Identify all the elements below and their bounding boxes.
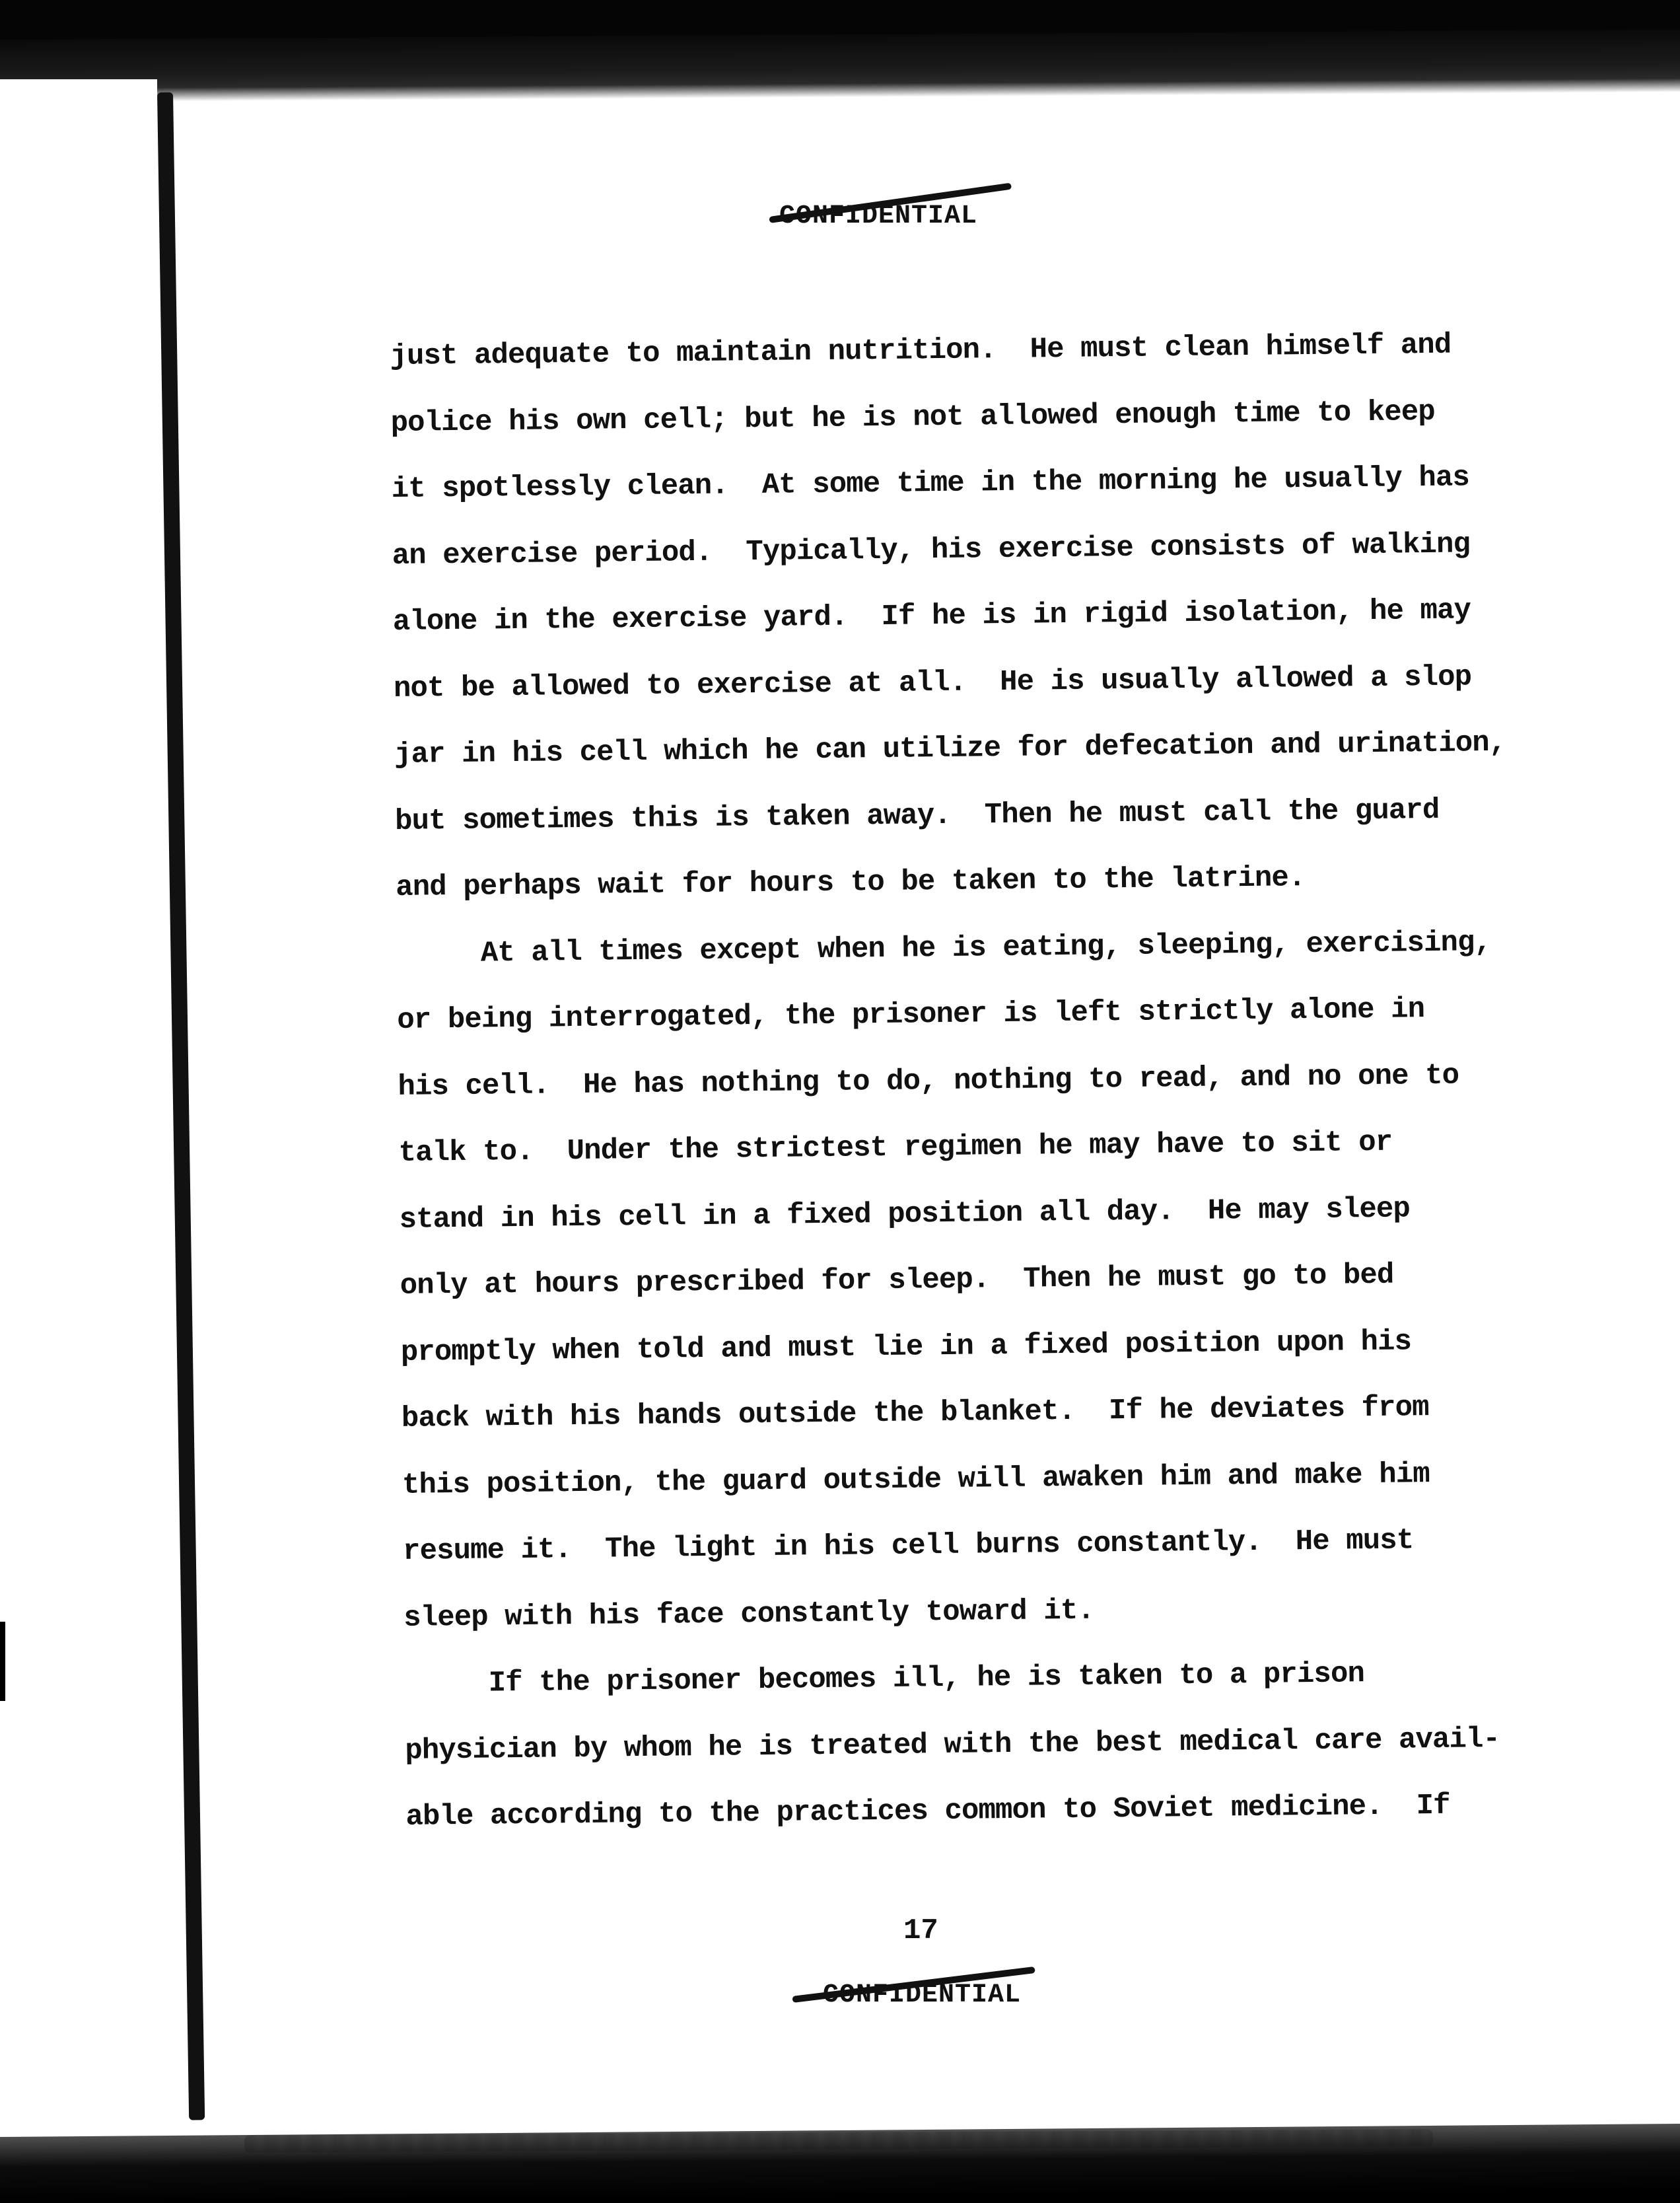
text-line: able according to the practices common to Soviet medicine. If	[405, 1789, 1450, 1834]
text-line: alone in the exercise yard. If he is in rigid isolation, he may	[392, 594, 1471, 639]
scan-top-shadow	[0, 29, 1680, 102]
text-line: talk to. Under the strictest regimen he may have to sit or	[398, 1126, 1393, 1170]
paragraph-start-line: At all times except when he is eating, sleeping, exercising,	[396, 925, 1492, 971]
text-line: just adequate to maintain nutrition. He must clean himself and	[390, 328, 1452, 373]
text-line: resume it. The light in his cell burns constantly. He must	[402, 1524, 1414, 1568]
text-line: an exercise period. Typically, his exercise consists of walking	[392, 527, 1471, 573]
text-line: police his own cell; but he is not allowed enough time to keep	[390, 395, 1436, 440]
text-line: sleep with his face constantly toward it.	[403, 1594, 1095, 1635]
text-line: but sometimes this is taken away. Then he must call the guard	[394, 793, 1440, 838]
text-line: physician by whom he is treated with the best medical care avail-	[405, 1722, 1500, 1768]
left-margin	[0, 79, 157, 2140]
text-line: and perhaps wait for hours to be taken to the latrine.	[395, 861, 1306, 904]
paragraph-start-line: If the prisoner becomes ill, he is taken to a prison	[404, 1657, 1365, 1701]
text-line: promptly when told and must lie in a fixed position upon his	[400, 1324, 1412, 1369]
text-line: this position, the guard outside will awaken him and make him	[402, 1457, 1430, 1502]
text-line: stand in his cell in a fixed position all day. He may sleep	[399, 1192, 1411, 1237]
text-line: back with his hands outside the blanket. If he deviates from	[401, 1391, 1429, 1435]
classification-stamp-top: CONFIDENTIAL	[779, 201, 978, 231]
text-line: jar in his cell which he can utilize for defecation and urination,	[394, 726, 1506, 772]
text-line: his cell. He has nothing to do, nothing to read, and no one to	[398, 1059, 1459, 1104]
document-body	[390, 312, 1529, 1851]
page-number: 17	[903, 1914, 938, 1947]
classification-stamp-bottom: CONFIDENTIAL	[823, 1980, 1022, 2010]
text-line: only at hours prescribed for sleep. Then he must go to bed	[400, 1258, 1394, 1303]
scan-edge-mark	[0, 1622, 5, 1701]
text-line: it spotlessly clean. At some time in the morning he usually has	[391, 461, 1470, 506]
text-line: not be allowed to exercise at all. He is usually allowed a slop	[393, 660, 1472, 705]
text-line: or being interrogated, the prisoner is left strictly alone in	[397, 993, 1425, 1037]
scan-bottom-border	[0, 2124, 1680, 2203]
